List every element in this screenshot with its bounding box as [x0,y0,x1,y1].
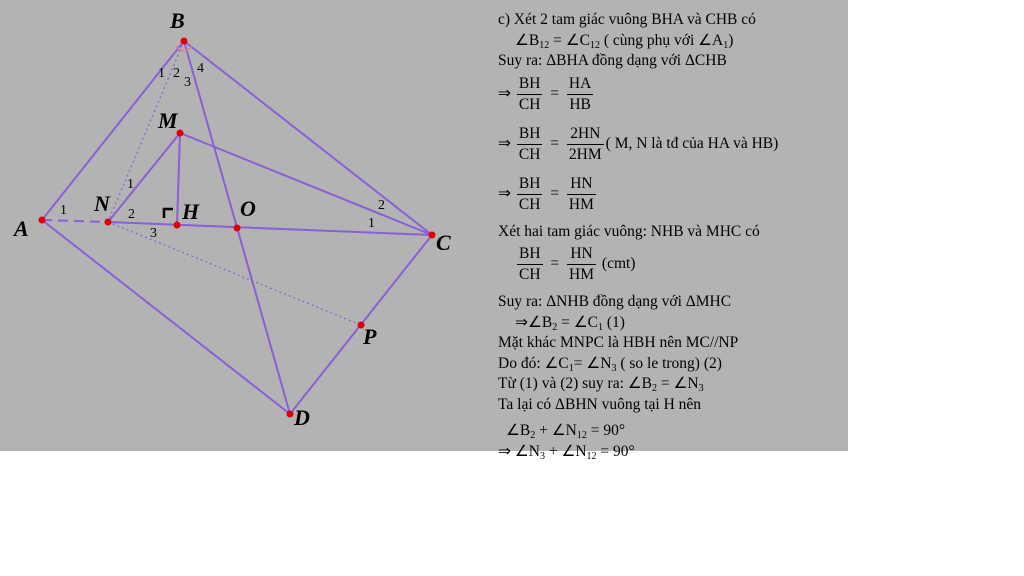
label-M: M [158,108,178,133]
proof-line-4: Xét hai tam giác vuông: NHB và MHC có [498,222,760,240]
angle-label-C1: 1 [368,216,375,231]
point-B [181,38,188,45]
label-B: B [170,8,185,33]
label-D: D [294,405,310,430]
proof-fraction-1: ⇒ $\frac{BH}{CH}$ = $\frac{HA}{HB}$ [498,74,592,113]
angle-label-N1: 1 [127,177,134,192]
angle-label-N2: 2 [128,207,135,222]
proof-line-3: Suy ra: ΔBHA đồng dạng với ΔCHB [498,52,727,69]
proof-fraction-2: ⇒ $\frac{BH}{CH}$ = $\frac{2HN}{2HM}$ ( M, N là tđ của HA và HB) [498,124,779,163]
proof-line-11: $\angle B_2$ + $\angle N_{12} = 90^\circ$ [506,422,626,441]
segment-BC [184,41,432,235]
point-A [39,217,46,224]
geometry-figure [0,0,500,451]
label-O: O [240,196,256,221]
point-O [234,225,241,232]
proof-line-7: Mặt khác MNPC là HBH nên MC//NP [498,334,739,351]
right-angle-mark-H [164,209,173,218]
proof-line-12: ⇒ $\angle N_3$ + $\angle N_{12} = 90^\circ$ [498,442,635,462]
point-D [287,411,294,418]
segment-DA [42,220,290,414]
segment-AN-dashed [42,220,108,222]
proof-line-8: Do đó: $\angle C_1=$ $\angle N_3$ ( so le trong) (2) [498,354,722,374]
proof-line-1: c) Xét 2 tam giác vuông BHA và CHB có [498,11,756,28]
proof-fraction-3: ⇒ $\frac{BH}{CH}$ = $\frac{HN}{HM}$ [498,174,594,213]
point-H [174,222,181,229]
angle-label-B2: 2 [173,66,180,81]
point-C [429,232,436,239]
angle-label-C2: 2 [378,198,385,213]
point-N [105,219,112,226]
proof-line-6: $\Rightarrow\angle B_2$ = $\angle C_1$ (1) [515,313,625,333]
angle-label-B3: 3 [184,75,191,90]
label-H: H [182,199,200,224]
proof-fraction-4: $\frac{BH}{CH}$ = $\frac{HN}{HM}$ (cmt) [519,245,636,283]
label-A: A [14,216,29,241]
angle-label-B4: 4 [197,61,204,76]
angle-label-N3: 3 [150,226,157,241]
segment-MH [177,133,180,225]
label-C: C [436,230,451,255]
proof-line-2: $\angle B_{12}$ = $\angle C_{12}$ ( cùng phụ với $\angle A_1$) [515,31,734,51]
segment-NP-dotted [108,222,361,325]
label-P: P [363,324,377,349]
proof-text [498,10,843,462]
label-N: N [94,191,110,216]
proof-line-5: Suy ra: ΔNHB đồng dạng với ΔMHC [498,293,732,310]
proof-line-10: Ta lại có ΔBHN vuông tại H nên [498,395,702,413]
segment-MC [180,133,432,235]
angle-label-A1: 1 [60,203,67,218]
angle-label-B1: 1 [158,66,165,81]
proof-line-9: Từ (1) và (2) suy ra: $\angle B_2$ = $\angle N_3$ [498,375,704,394]
